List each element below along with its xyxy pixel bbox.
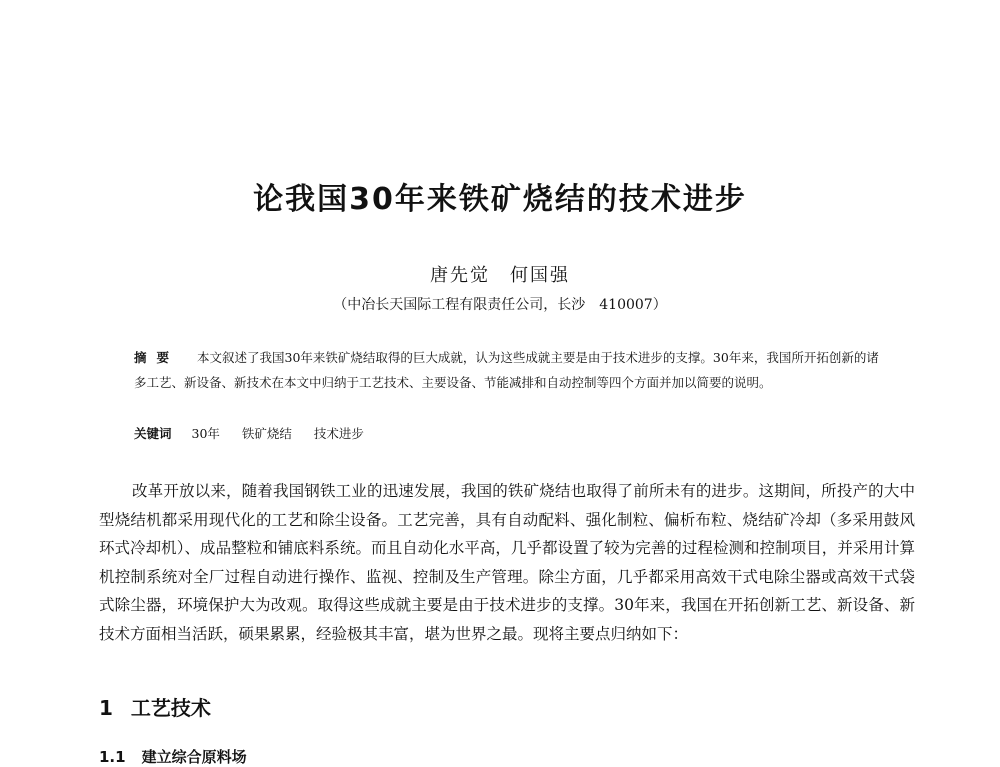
paper-title: 论我国30年来铁矿烧结的技术进步 <box>253 182 747 217</box>
paper-authors: 唐先觉 何国强 <box>430 265 570 286</box>
subsection-title: 建立综合原料场 <box>141 748 247 766</box>
keyword: 铁矿烧结 <box>241 426 292 441</box>
keyword: 技术进步 <box>313 426 364 441</box>
abstract <box>134 345 884 395</box>
section-number: 1 <box>99 696 113 720</box>
subsection-heading <box>99 746 247 767</box>
paper-affiliation: （中冶长天国际工程有限责任公司，长沙 410007） <box>333 297 667 313</box>
keywords <box>134 421 884 446</box>
subsection-number: 1.1 <box>99 748 126 766</box>
abstract-text: 本文叙述了我国30年来铁矿烧结取得的巨大成就，认为这些成就主要是由于技术进步的支撑。30年来，我国所开拓创新的诸多工艺、新设备、新技术在本文中归纳于工艺技术、主要设备、节能减排和自动控制等四个方面并加以简要的说明。 <box>134 350 879 390</box>
section-heading <box>99 692 211 721</box>
keywords-label: 关键词 <box>134 426 172 441</box>
keyword: 30年 <box>191 426 220 441</box>
intro-paragraph: 改革开放以来，随着我国钢铁工业的迅速发展，我国的铁矿烧结也取得了前所未有的进步。这期间，所投产的大中型烧结机都采用现代化的工艺和除尘设备。工艺完善，具有自动配料、强化制粒、偏析布粒、烧结矿冷却（多采用鼓风环式冷却机）、成品整粒和铺底料系统。而且自动化水平高，几乎都设置了较为完善的过程检测和控制项目，并采用计算机控制系统对全厂过程自动进行操作、监视、控制及生产管理。除尘方面，几乎都采用高效干式电除尘器或高效干式袋式除尘器，环境保护大为改观。取得这些成就主要是由于技术进步的支撑。30年来，我国在开拓创新工艺、新设备、新技术方面相当活跃，硕果累累，经验极其丰富，堪为世界之最。现将主要点归纳如下： <box>99 482 915 643</box>
section-title: 工艺技术 <box>130 696 211 720</box>
abstract-label: 摘要 <box>134 350 180 365</box>
